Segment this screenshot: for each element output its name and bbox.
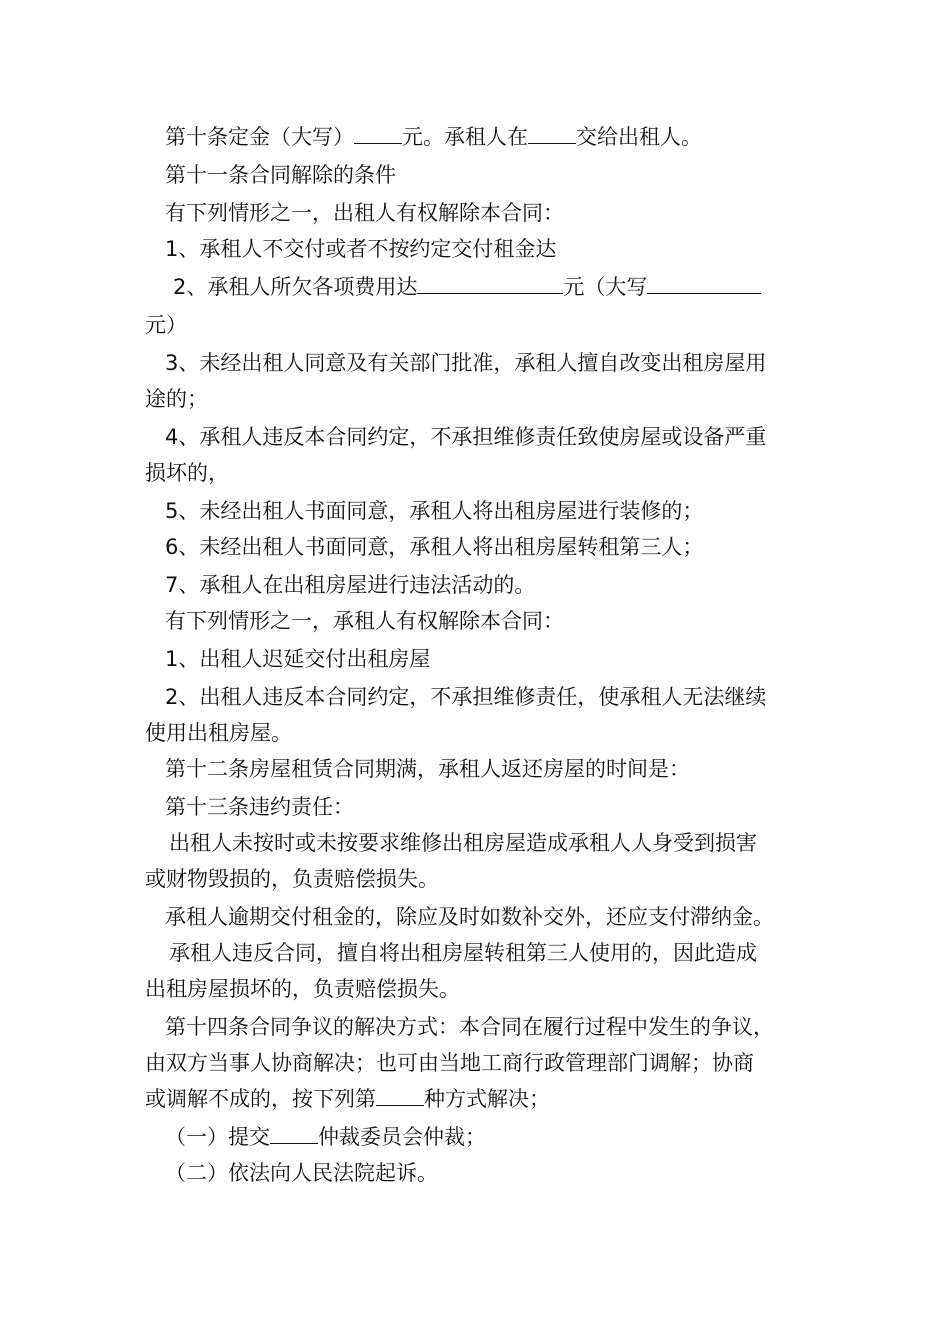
- article-13-para-3: 承租人违反合同，擅自将出租房屋转租第三人使用的，因此造成: [169, 941, 757, 965]
- article-12: 第十二条房屋租赁合同期满，承租人返还房屋的时间是：: [165, 757, 690, 781]
- article-13-para-3-cont: 出租房屋损坏的，负责赔偿损失。: [145, 977, 460, 1001]
- lessor-term-item-3: 3、未经出租人同意及有关部门批准，承租人擅自改变出租房屋用: [165, 351, 767, 375]
- article-13-heading: 第十三条违约责任：: [165, 795, 354, 819]
- lessee-term-item-2: 2、出租人违反本合同约定，不承担维修责任，使承租人无法继续: [165, 685, 767, 709]
- lessor-term-item-2: [145, 268, 838, 306]
- article-13-para-2: 承租人逾期交付租金的，除应及时如数补交外，还应支付滞纳金。: [165, 905, 774, 929]
- text: 第十条定金（大写）: [165, 125, 354, 149]
- lessee-term-item-2-cont: 使用出租房屋。: [145, 721, 292, 745]
- blank-field[interactable]: [528, 123, 576, 144]
- article-14: 第十四条合同争议的解决方式：本合同在履行过程中发生的争议，: [165, 1015, 774, 1039]
- lessor-term-item-7: 7、承租人在出租房屋进行违法活动的。: [165, 573, 536, 597]
- blank-field[interactable]: [376, 1085, 424, 1106]
- dispute-option-1: [145, 1118, 830, 1156]
- article-13-para-1-cont: 或财物毁损的，负责赔偿损失。: [145, 867, 439, 891]
- blank-field[interactable]: [417, 273, 563, 294]
- lessor-term-item-1: 1、承租人不交付或者不按约定交付租金达: [165, 237, 557, 261]
- lessor-termination-intro: 有下列情形之一，出租人有权解除本合同：: [165, 201, 564, 225]
- lessor-term-item-3-cont: 途的；: [145, 387, 208, 411]
- article-10-deposit: [145, 118, 830, 156]
- lessee-termination-intro: 有下列情形之一，承租人有权解除本合同：: [165, 609, 564, 633]
- article-13-para-1: 出租人未按时或未按要求维修出租房屋造成承租人人身受到损害: [169, 831, 757, 855]
- dispute-option-2: （二）依法向人民法院起诉。: [165, 1161, 438, 1185]
- text: 元（大写: [563, 275, 648, 299]
- text: 仲裁委员会仲裁；: [318, 1125, 486, 1149]
- blank-field[interactable]: [647, 273, 761, 294]
- text: 2、承租人所欠各项费用达: [173, 275, 418, 299]
- text: 交给出租人。: [576, 125, 702, 149]
- lessor-term-item-5: 5、未经出租人书面同意，承租人将出租房屋进行装修的；: [165, 499, 704, 523]
- article-14-cont-2: [145, 1080, 810, 1118]
- lessor-term-item-6: 6、未经出租人书面同意，承租人将出租房屋转租第三人；: [165, 535, 704, 559]
- text: 元。承租人在: [402, 125, 528, 149]
- article-14-cont-1: 由双方当事人协商解决；也可由当地工商行政管理部门调解；协商: [145, 1051, 754, 1075]
- lessor-term-item-4-cont: 损坏的，: [145, 461, 229, 485]
- blank-field[interactable]: [270, 1123, 318, 1144]
- lessor-term-item-4: 4、承租人违反本合同约定，不承担维修责任致使房屋或设备严重: [165, 425, 767, 449]
- text: 或调解不成的，按下列第: [145, 1087, 376, 1111]
- article-11-heading: 第十一条合同解除的条件: [165, 163, 396, 187]
- lessee-term-item-1: 1、出租人迟延交付出租房屋: [165, 647, 431, 671]
- text: （一）提交: [165, 1125, 270, 1149]
- blank-field[interactable]: [354, 123, 402, 144]
- lessor-term-item-2-cont: 元）: [145, 313, 187, 337]
- text: 种方式解决；: [424, 1087, 550, 1111]
